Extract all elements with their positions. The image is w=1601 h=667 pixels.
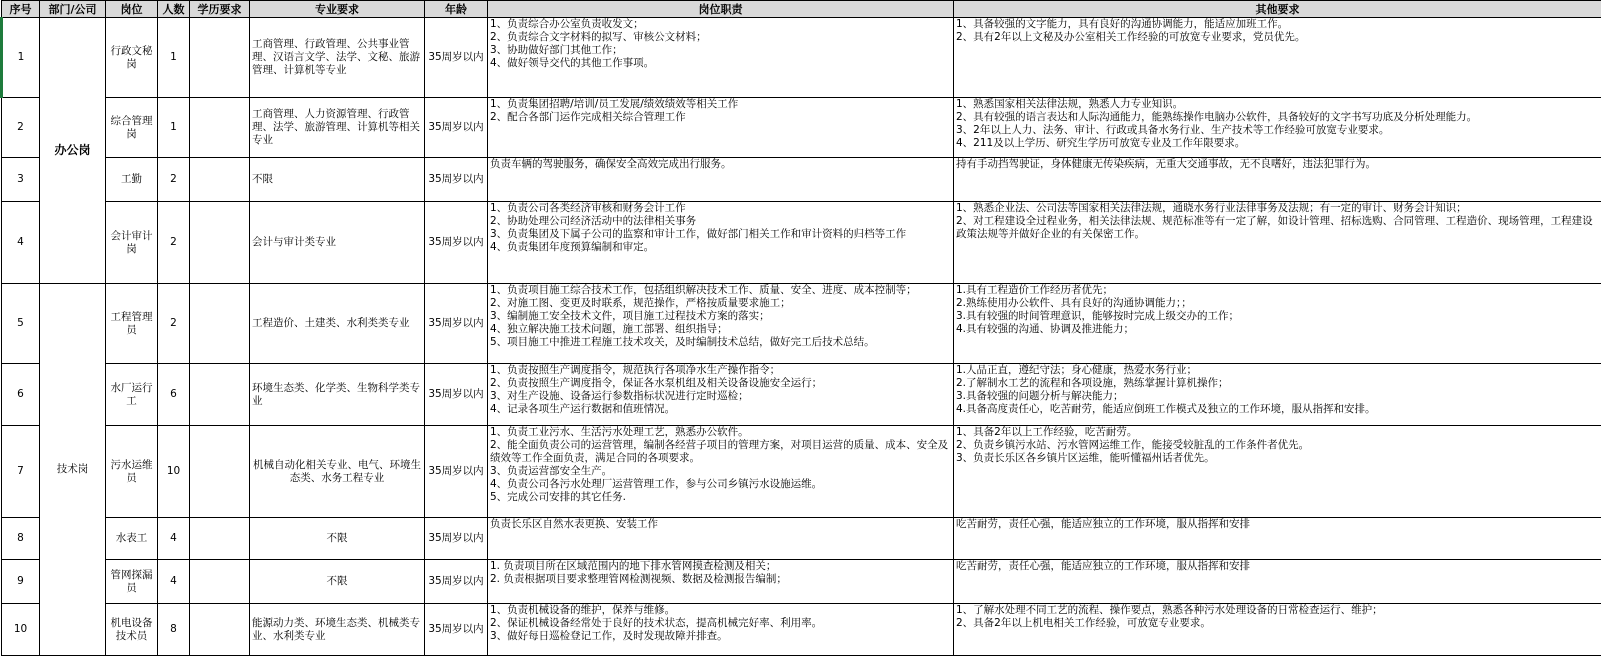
table-row — [2, 426, 1601, 518]
cell-duties[interactable]: 1、负责机械设备的维护，保养与维修。 2、保证机械设备经常处于良好的技术状态，提高机械完好率、利用率。 3、做好每日巡检登记工作，及时发现故障并排查。 — [488, 604, 954, 656]
cell-age[interactable]: 35周岁以内 — [425, 158, 488, 202]
cell-duties[interactable]: 1、负责集团招聘/培训/员工发展/绩效绩效等相关工作 2、配合各部门运作完成相关综合管理工作 — [488, 98, 954, 158]
cell-post[interactable]: 工程管理员 — [106, 284, 158, 364]
cell-other[interactable]: 1、熟悉企业法、公司法等国家相关法律法规，通晓水务行业法律事务及法规；有一定的审计、财务会计知识； 2、对工程建设全过程业务，相关法律法规、规范标准等有一定了解，如设计管理、招标选购、合同管理、工程造价、现场管理，工程建设政策法规等并做好企业的有关保密工作。 — [954, 202, 1601, 284]
department-office[interactable]: 办公岗 — [40, 18, 106, 284]
cell-education[interactable] — [190, 426, 250, 518]
department-technical[interactable]: 技术岗 — [40, 284, 106, 656]
cell-education[interactable] — [190, 364, 250, 426]
cell-age[interactable]: 35周岁以内 — [425, 98, 488, 158]
cell-major[interactable]: 不限 — [250, 518, 425, 560]
cell-education[interactable] — [190, 560, 250, 604]
cell-post[interactable]: 机电设备技术员 — [106, 604, 158, 656]
cell-other[interactable]: 1、熟悉国家相关法律法规，熟悉人力专业知识。 2、具有较强的语言表达和人际沟通能力，能熟练操作电脑办公软件，具备较好的文字书写功底及分析处理能力。 3、2年以上人力、法务、审计、行政或具备水务行业、生产技术等工作经验可放宽专业要求。 4、211及以上学历、研究生学历可放宽专业及工作年限要求。 — [954, 98, 1601, 158]
cell-no[interactable]: 9 — [2, 560, 40, 604]
header-row — [2, 1, 1601, 18]
cell-duties-wrap — [488, 284, 954, 364]
cell-major[interactable]: 不限 — [250, 560, 425, 604]
table-row — [2, 604, 1601, 656]
cell-duties[interactable]: 1、负责公司各类经济审核和财务会计工作 2、协助处理公司经济活动中的法律相关事务 3、负责集团及下属子公司的监察和审计工作，做好部门相关工作和审计资料的归档等工作 4、负责集团年度预算编制和审定。 — [488, 202, 954, 284]
cell-age[interactable]: 35周岁以内 — [425, 202, 488, 284]
cell-no[interactable]: 6 — [2, 364, 40, 426]
table-row — [2, 98, 1601, 158]
cell-duties[interactable]: 1. 负责项目所在区域范围内的地下排水管网摸查检测及相关； 2. 负责根据项目要求整理管网检测视频、数据及检测报告编制； — [488, 560, 954, 604]
cell-other[interactable]: 1.人品正直，遵纪守法；身心健康，热爱水务行业； 2.了解制水工艺的流程和各项设施，熟练掌握计算机操作； 3.具备较强的问题分析与解决能力； 4.具备高度责任心，吃苦耐劳，能适应倒班工作模式及独立的工作环境，服从指挥和安排。 — [954, 364, 1601, 426]
table-row — [2, 518, 1601, 560]
cell-post[interactable]: 污水运维员 — [106, 426, 158, 518]
cell-duties[interactable]: 负责车辆的驾驶服务，确保安全高效完成出行服务。 — [488, 158, 954, 202]
cell-education[interactable] — [190, 604, 250, 656]
cell-count[interactable]: 8 — [158, 604, 190, 656]
header-post[interactable]: 岗位 — [106, 1, 158, 18]
cell-age[interactable]: 35周岁以内 — [425, 560, 488, 604]
cell-no[interactable]: 3 — [2, 158, 40, 202]
cell-major[interactable]: 工商管理、行政管理、公共事业管理、汉语言文学、法学、文秘、旅游管理、计算机等专业 — [250, 18, 425, 98]
cell-no[interactable]: 4 — [2, 202, 40, 284]
cell-duties[interactable]: 1、负责项目施工综合技术工作，包括组织解决技术工作、质量、安全、进度、成本控制等； 2、对施工图、变更及时联系，规范操作，严格按质量要求施工； 3、编制施工安全技术文件，项目施工过程技术方案的落实； 4、独立解决施工技术问题，施工部署、组织指导； 5、项目施工中推进工程施工技术攻关，及时编制技术总结，做好完工后技术总结。 — [490, 284, 917, 348]
cell-post[interactable]: 综合管理岗 — [106, 98, 158, 158]
cell-count[interactable]: 4 — [158, 560, 190, 604]
cell-post[interactable]: 管网探漏员 — [106, 560, 158, 604]
cell-major[interactable]: 不限 — [250, 158, 425, 202]
cell-other[interactable]: 持有手动挡驾驶证，身体健康无传染疾病，无重大交通事故，无不良嗜好，违法犯罪行为。 — [954, 158, 1601, 202]
cell-age[interactable]: 35周岁以内 — [425, 18, 488, 98]
cell-major[interactable]: 工程造价、土建类、水利类类专业 — [250, 284, 425, 364]
cell-major[interactable]: 能源动力类、环境生态类、机械类专业、水利类专业 — [250, 604, 425, 656]
header-department[interactable]: 部门/公司 — [40, 1, 106, 18]
cell-count[interactable]: 1 — [158, 98, 190, 158]
cell-count[interactable]: 2 — [158, 202, 190, 284]
table-row — [2, 18, 1601, 98]
header-no[interactable]: 序号 — [2, 1, 40, 18]
cell-count[interactable]: 4 — [158, 518, 190, 560]
cell-major[interactable]: 环境生态类、化学类、生物科学类专业 — [250, 364, 425, 426]
cell-education[interactable] — [190, 158, 250, 202]
cell-duties[interactable]: 负责长乐区自然水表更换、安装工作 — [488, 518, 954, 560]
cell-post[interactable]: 行政文秘岗 — [106, 18, 158, 98]
cell-count[interactable]: 2 — [158, 158, 190, 202]
table-row — [2, 560, 1601, 604]
cell-count[interactable]: 10 — [158, 426, 190, 518]
cell-count[interactable]: 6 — [158, 364, 190, 426]
cell-post[interactable]: 水表工 — [106, 518, 158, 560]
cell-education[interactable] — [190, 518, 250, 560]
cell-age[interactable]: 35周岁以内 — [425, 364, 488, 426]
cell-other[interactable]: 1.具有工程造价工作经历者优先； 2.熟练使用办公软件、具有良好的沟通协调能力；； 3.具有较强的时间管理意识，能够按时完成上级交办的工作； 4.具有较强的沟通、协调及推进能力； — [954, 284, 1601, 364]
cell-other[interactable]: 1、了解水处理不同工艺的流程、操作要点，熟悉各种污水处理设备的日常检查运行、维护； 2、具备2年以上机电相关工作经验，可放宽专业要求。 — [954, 604, 1601, 656]
cell-major[interactable]: 机械自动化相关专业、电气、环境生态类、水务工程专业 — [250, 426, 425, 518]
cell-education[interactable] — [190, 202, 250, 284]
cell-age[interactable]: 35周岁以内 — [425, 604, 488, 656]
cell-count[interactable]: 1 — [158, 18, 190, 98]
cell-no[interactable]: 2 — [2, 98, 40, 158]
header-other[interactable]: 其他要求 — [954, 1, 1601, 18]
cell-age[interactable]: 35周岁以内 — [425, 518, 488, 560]
table-row — [2, 202, 1601, 284]
header-count[interactable]: 人数 — [158, 1, 190, 18]
cell-duties[interactable]: 1、负责工业污水、生活污水处理工艺，熟悉办公软件。 2、能全面负责公司的运营管理，编制各经营子项目的管理方案，对项目运营的质量、成本、安全及绩效等工作全面负责，满足合同的各项要求。 3、负责运营部安全生产。 4、负责公司各污水处理厂运营管理工作，参与公司乡镇污水设施运维。 5、完成公司安排的其它任务. — [488, 426, 954, 518]
cell-no[interactable]: 7 — [2, 426, 40, 518]
cell-no[interactable]: 8 — [2, 518, 40, 560]
cell-duties[interactable]: 1、负责综合办公室负责收发文； 2、负责综合文字材料的拟写、审核公文材料； 3、协助做好部门其他工作； 4、做好领导交代的其他工作事项。 — [488, 18, 954, 98]
cell-count[interactable]: 2 — [158, 284, 190, 364]
table-row — [2, 158, 1601, 202]
cell-no[interactable]: 1 — [2, 18, 40, 98]
cell-age[interactable]: 35周岁以内 — [425, 284, 488, 364]
cell-no[interactable]: 5 — [2, 284, 40, 364]
cell-major[interactable]: 会计与审计类专业 — [250, 202, 425, 284]
cell-no[interactable]: 10 — [2, 604, 40, 656]
cell-education[interactable] — [190, 284, 250, 364]
cell-major[interactable]: 工商管理、人力资源管理、行政管理、法学、旅游管理、计算机等相关专业 — [250, 98, 425, 158]
cell-education[interactable] — [190, 98, 250, 158]
cell-other[interactable]: 吃苦耐劳，责任心强，能适应独立的工作环境，服从指挥和安排 — [954, 518, 1601, 560]
header-education[interactable]: 学历要求 — [190, 1, 250, 18]
cell-post[interactable]: 会计审计岗 — [106, 202, 158, 284]
cell-education[interactable] — [190, 18, 250, 98]
header-age[interactable]: 年龄 — [425, 1, 488, 18]
cell-post[interactable]: 工勤 — [106, 158, 158, 202]
cell-post[interactable]: 水厂运行工 — [106, 364, 158, 426]
cell-other[interactable]: 1、具备2年以上工作经验，吃苦耐劳。 2、负责乡镇污水站、污水管网运维工作，能接受较脏乱的工作条件者优先。 3、负责长乐区各乡镇片区运维，能听懂福州话者优先。 — [954, 426, 1601, 518]
header-duties[interactable]: 岗位职责 — [488, 1, 954, 18]
cell-duties[interactable]: 1、负责按照生产调度指令，规范执行各项净水生产操作指令； 2、负责按照生产调度指令，保证各水泵机组及相关设备设施安全运行； 3、对生产设施、设备运行参数指标状况进行定时巡检； 4、记录各项生产运行数据和值班情况。 — [488, 364, 954, 426]
table-row — [2, 284, 1601, 364]
cell-other[interactable]: 吃苦耐劳，责任心强，能适应独立的工作环境，服从指挥和安排 — [954, 560, 1601, 604]
header-major[interactable]: 专业要求 — [250, 1, 425, 18]
cell-other[interactable]: 1、具备较强的文字能力，具有良好的沟通协调能力，能适应加班工作。 2、具有2年以上文秘及办公室相关工作经验的可放宽专业要求，党员优先。 — [954, 18, 1601, 98]
table-row — [2, 364, 1601, 426]
cell-age[interactable]: 35周岁以内 — [425, 426, 488, 518]
